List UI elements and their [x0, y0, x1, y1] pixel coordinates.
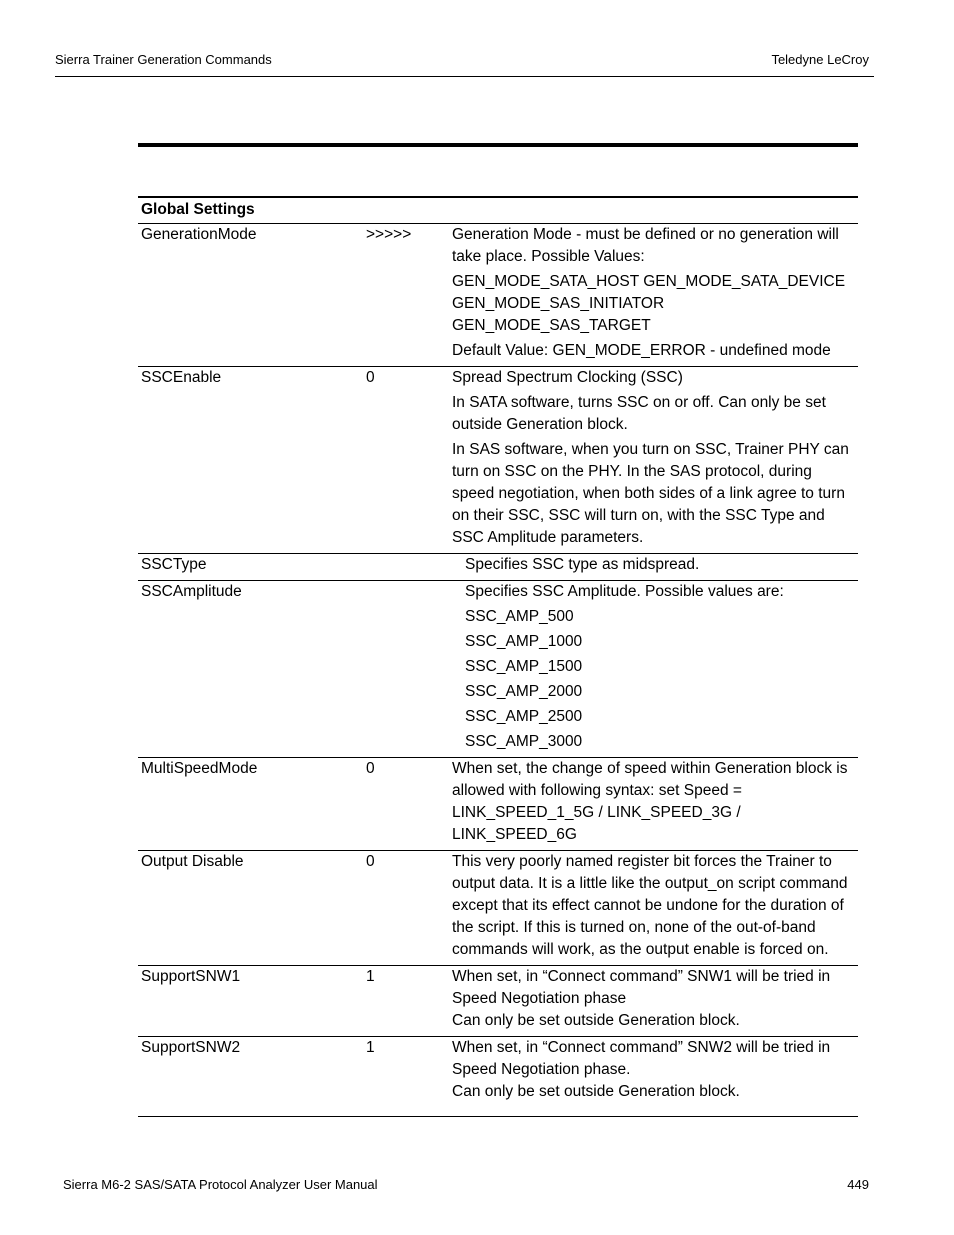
description-text: Can only be set outside Generation block.: [452, 1083, 740, 1100]
description-text: SSC_AMP_3000: [465, 733, 583, 750]
setting-description: [449, 758, 858, 850]
description-text: SSC_AMP_500: [465, 608, 574, 625]
setting-name: SupportSNW2: [141, 1039, 241, 1056]
section-divider: [138, 143, 858, 147]
setting-value: 1: [366, 1039, 375, 1056]
setting-description: [449, 367, 858, 553]
description-text: GEN_MODE_SAS_TARGET: [452, 317, 651, 334]
setting-name: Output Disable: [141, 853, 244, 870]
description-text: GEN_MODE_SAS_INITIATOR: [452, 295, 665, 312]
setting-name: GenerationMode: [141, 226, 257, 243]
table-row: [138, 1037, 858, 1117]
setting-description: [449, 966, 858, 1036]
section-title: Global Settings: [141, 201, 255, 218]
table-row: [138, 966, 858, 1037]
setting-name: SSCAmplitude: [141, 583, 242, 600]
description-text: Spread Spectrum Clocking (SSC): [452, 369, 683, 386]
page-number: 449: [847, 1177, 869, 1192]
header-company: Teledyne LeCroy: [771, 52, 869, 67]
footer-manual-title: Sierra M6-2 SAS/SATA Protocol Analyzer User Manual: [63, 1177, 378, 1192]
setting-value: >>>>>: [366, 226, 412, 243]
setting-description: [449, 851, 858, 965]
table-row: [138, 554, 858, 581]
description-text: When set, in “Connect command” SNW1 will be tried in Speed Negotiation phase: [452, 968, 831, 1007]
description-text: In SAS software, when you turn on SSC, Trainer PHY can turn on SSC on the PHY. In the SAS protocol, during speed negotiation, when both sides of a link agree to turn on their SSC, SSC will turn on, with the SSC Type and SSC Amplitude parameters.: [452, 441, 849, 546]
description-text: Specifies SSC Amplitude. Possible values are:: [465, 583, 784, 600]
setting-value: 1: [366, 968, 375, 985]
header-divider: [55, 76, 874, 77]
description-text: GEN_MODE_SATA_HOST GEN_MODE_SATA_DEVICE: [452, 273, 846, 290]
setting-name: SupportSNW1: [141, 968, 241, 985]
setting-name: SSCEnable: [141, 369, 222, 386]
setting-description: [449, 224, 858, 366]
description-text: When set, the change of speed within Generation block is allowed with following syntax: set Speed = LINK_SPEED_1_5G / LINK_SPEED_3G / LINK_SPEED_6G: [452, 760, 848, 843]
setting-description: [449, 1037, 858, 1116]
setting-description: [449, 581, 858, 757]
page-header: [55, 52, 869, 72]
description-text: Specifies SSC type as midspread.: [465, 556, 700, 573]
global-settings-table: [138, 196, 858, 1117]
description-text: Can only be set outside Generation block.: [452, 1012, 740, 1029]
setting-value: 0: [366, 369, 375, 386]
description-text: This very poorly named register bit forces the Trainer to output data. It is a little like the output_on script command except that its effect cannot be undone for the duration of the script. If this is turned on, none of the out-of-band commands will work, as the output enable is forced on.: [452, 853, 848, 958]
table-row: [138, 224, 858, 367]
description-text: SSC_AMP_2500: [465, 708, 583, 725]
description-text: Default Value: GEN_MODE_ERROR - undefined mode: [452, 342, 831, 359]
setting-name: MultiSpeedMode: [141, 760, 258, 777]
setting-description: [449, 554, 858, 580]
setting-value: 0: [366, 853, 375, 870]
table-row: [138, 581, 858, 758]
setting-value: [363, 554, 449, 580]
description-text: Generation Mode - must be defined or no generation will take place. Possible Values:: [452, 226, 839, 265]
description-text: When set, in “Connect command” SNW2 will be tried in Speed Negotiation phase.: [452, 1039, 831, 1078]
table-row: [138, 758, 858, 851]
setting-value: [363, 581, 449, 757]
description-text: SSC_AMP_2000: [465, 683, 583, 700]
description-text: SSC_AMP_1000: [465, 633, 583, 650]
table-row: [138, 851, 858, 966]
setting-name: SSCType: [141, 556, 207, 573]
description-text: SSC_AMP_1500: [465, 658, 583, 675]
table-row: [138, 367, 858, 554]
table-section-header: [138, 198, 858, 224]
setting-value: 0: [366, 760, 375, 777]
description-text: In SATA software, turns SSC on or off. Can only be set outside Generation block.: [452, 394, 826, 433]
header-chapter-title: Sierra Trainer Generation Commands: [55, 52, 272, 67]
